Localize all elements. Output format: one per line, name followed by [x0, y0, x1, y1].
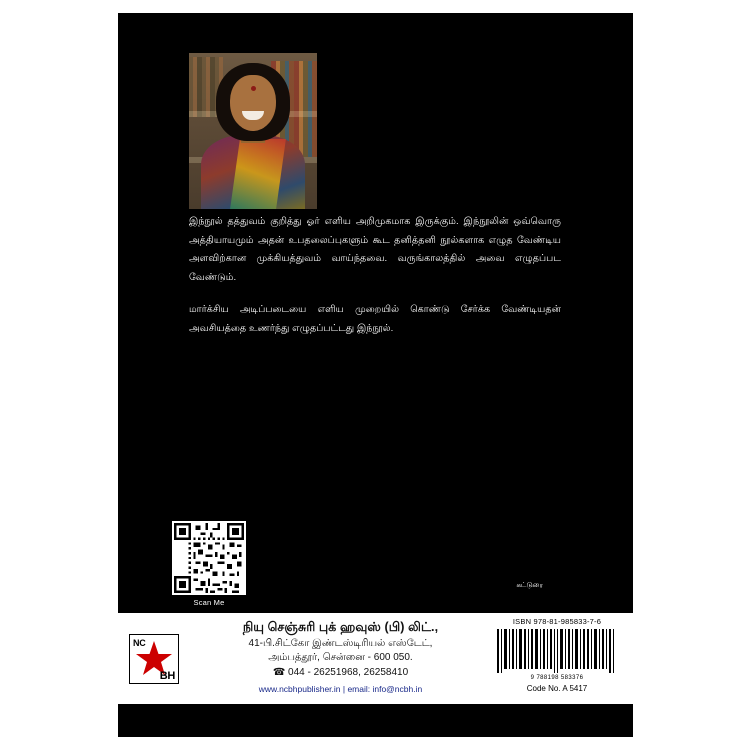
author-photo — [189, 53, 317, 209]
publisher-info — [190, 613, 491, 704]
publisher-logo-block — [118, 613, 190, 704]
publisher-website-email[interactable]: www.ncbhpublisher.in | email: info@ncbh.in — [258, 683, 423, 694]
barcode-svg — [494, 627, 620, 675]
publisher-phone: ☎ 044 - 26251968, 26258410 — [272, 667, 409, 679]
isbn-text: ISBN 978-81-985833-7-6 — [512, 617, 602, 626]
genre-label: கட்டுரை — [516, 582, 543, 589]
qr-code-block[interactable] — [170, 521, 248, 607]
qr-code-svg — [174, 523, 244, 593]
publisher-address-line-1: 41-பி.சிட்கோ இண்டஸ்டிரியல் எஸ்டேட், — [248, 637, 433, 649]
qr-code-icon[interactable] — [172, 521, 246, 595]
ncbh-logo-icon — [129, 634, 179, 684]
logo-text-top: NC — [133, 637, 146, 648]
publisher-name: நியு செஞ்சுரி புக் ஹவுஸ் (பி) லிட்., — [242, 620, 439, 634]
blurb-paragraph-1: இந்நூல் தத்துவம் குறித்து ஓர் எளிய அறிமுகமாக இருக்கும். இந்நூலின் ஒவ்வொரு அத்தியாயமும் அதன் உபதலைப்புகளும் கூட தனித்தனி நூல்களாக எழுத வேண்டிய அளவிற்கான முக்கியத்துவம் வாய்ந்தவை. வருங்காலத்தில் அவை எழுதப்பட வேண்டும். — [189, 216, 561, 283]
cover-panel — [118, 13, 633, 737]
author-sari — [230, 139, 286, 209]
publisher-address-line-2: அம்பத்தூர், சென்னை - 600 050. — [268, 652, 413, 664]
barcode-digits: 9 788198 583376 — [530, 675, 584, 681]
barcode-icon — [494, 627, 620, 675]
bindi-icon — [251, 86, 256, 91]
isbn-block — [491, 613, 633, 704]
author-face — [230, 75, 276, 131]
publisher-footer — [118, 613, 633, 704]
qr-caption: Scan Me — [193, 598, 225, 607]
blurb-paragraph-2: மார்க்சிய அடிப்படையை எளிய முறையில் கொண்டு சேர்க்க வேண்டியதன் அவசியத்தை உணர்ந்து எழுதப்பட்டது இந்நூல். — [189, 304, 561, 334]
back-cover-blurb — [189, 213, 561, 338]
logo-text-bottom: BH — [159, 669, 175, 682]
code-number: Code No. A 5417 — [526, 684, 588, 693]
